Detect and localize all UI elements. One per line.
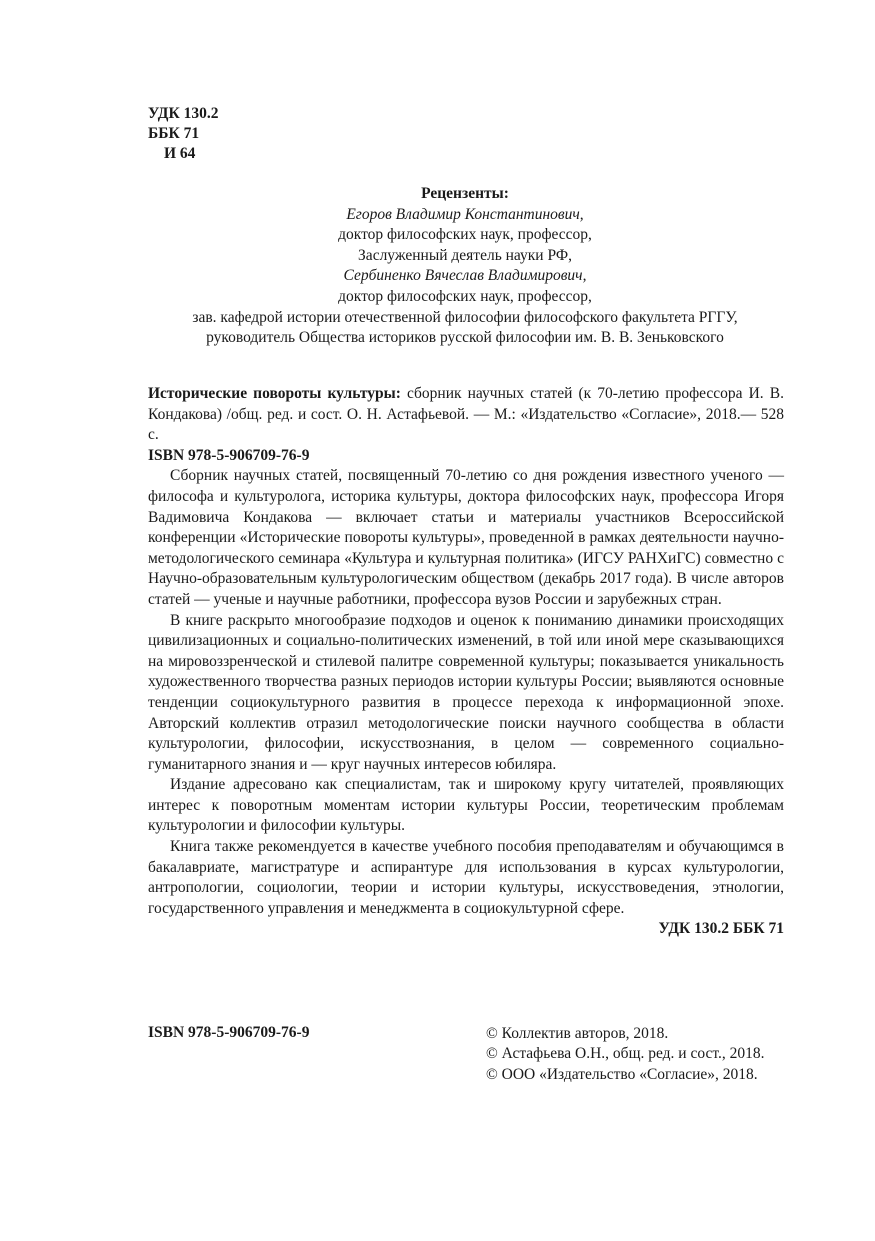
footer-isbn: ISBN 978-5-906709-76-9 xyxy=(148,1024,310,1041)
reviewers-block xyxy=(140,184,790,349)
author-mark: И 64 xyxy=(164,145,196,162)
book-title: Исторические повороты культуры: xyxy=(148,385,401,402)
copyright-editor: © Астафьева О.Н., общ. ред. и сост., 2018. xyxy=(486,1045,765,1063)
annotation-paragraph-3: Издание адресовано как специалистам, так и широкому кругу читателей, проявляющих интерес к поворотным моментам истории культуры России, теоретическим проблемам культурологии и философии культуры. xyxy=(148,776,784,835)
copyright-publisher: © ООО «Издательство «Согласие», 2018. xyxy=(486,1065,758,1083)
bbk-code: ББК 71 xyxy=(148,125,200,142)
annotation-isbn: ISBN 978-5-906709-76-9 xyxy=(148,446,310,464)
reviewers-heading: Рецензенты: xyxy=(421,185,509,202)
reviewer-1-name: Егоров Владимир Константинович, xyxy=(346,205,584,223)
bibliographic-entry xyxy=(148,384,784,446)
reviewer-1-degree: доктор философских наук, профессор, xyxy=(338,226,592,244)
classification-block xyxy=(148,104,218,164)
reviewer-1-title: Заслуженный деятель науки РФ, xyxy=(358,246,572,264)
annotation-paragraph-1: Сборник научных статей, посвященный 70-летию со дня рождения известного ученого — философа и культуролога, историка культуры, доктора философских наук, профессора Игоря Вадимовича Кондакова — включает статьи и материалы участников Всероссийской конференции «Исторические повороты культуры», проведенной в рамках деятельности научно-методологического семинара «Культура и культурная политика» (ИГСУ РАНХиГС) совместно с Научно-образовательным культурологическим обществом (декабрь 2017 года). В числе авторов статей — ученые и научные работники, профессора вузов России и зарубежных стран. xyxy=(148,467,784,608)
copyright-block xyxy=(486,1024,765,1085)
annotation-paragraph-4: Книга также рекомендуется в качестве учебного пособия преподавателям и обучающимся в бакалавриате, магистратуре и аспирантуре для использования в курсах культурологии, антропологии, социологии, теории и истории культуры, искусствоведения, этнологии, государственного управления и менеджмента в социокультурной сфере. xyxy=(148,838,784,917)
bibliographic-details: сборник научных статей (к 70-летию профессора И. В. Кондакова) /общ. ред. и сост. О. Н. Астафьевой. — М.: «Издательство «Согласие», 2018.— 528 с. xyxy=(148,385,784,444)
reviewer-2-position: зав. кафедрой истории отечественной философии философского факультета РГГУ, xyxy=(192,308,738,326)
reviewer-2-name: Сербиненко Вячеслав Владимирович, xyxy=(343,267,587,285)
reviewer-2-degree: доктор философских наук, профессор, xyxy=(338,287,592,305)
copyright-authors: © Коллектив авторов, 2018. xyxy=(486,1025,669,1042)
annotation-block xyxy=(148,384,784,940)
udk-bbk-summary: УДК 130.2 ББК 71 xyxy=(658,920,784,938)
udk-code: УДК 130.2 xyxy=(148,105,219,122)
reviewer-2-role: руководитель Общества историков русской философии им. В. В. Зеньковского xyxy=(206,329,724,347)
annotation-paragraph-2: В книге раскрыто многообразие подходов и оценок к пониманию динамики происходящих цивилизационных и социально-политических изменений, в той или иной мере сказывающихся на мировоззренческой и стилевой палитре современной культуры; показывается уникальность художественного творчества разных периодов истории культуры России; выявляются основные тенденции социокультурного развития в процессе перехода к информационной эпохе. Авторский коллектив отразил методологические поиски научного сообщества в области культурологии, философии, искусствознания, в целом — современного социально-гуманитарного знания и — круг научных интересов юбиляра. xyxy=(148,611,784,773)
